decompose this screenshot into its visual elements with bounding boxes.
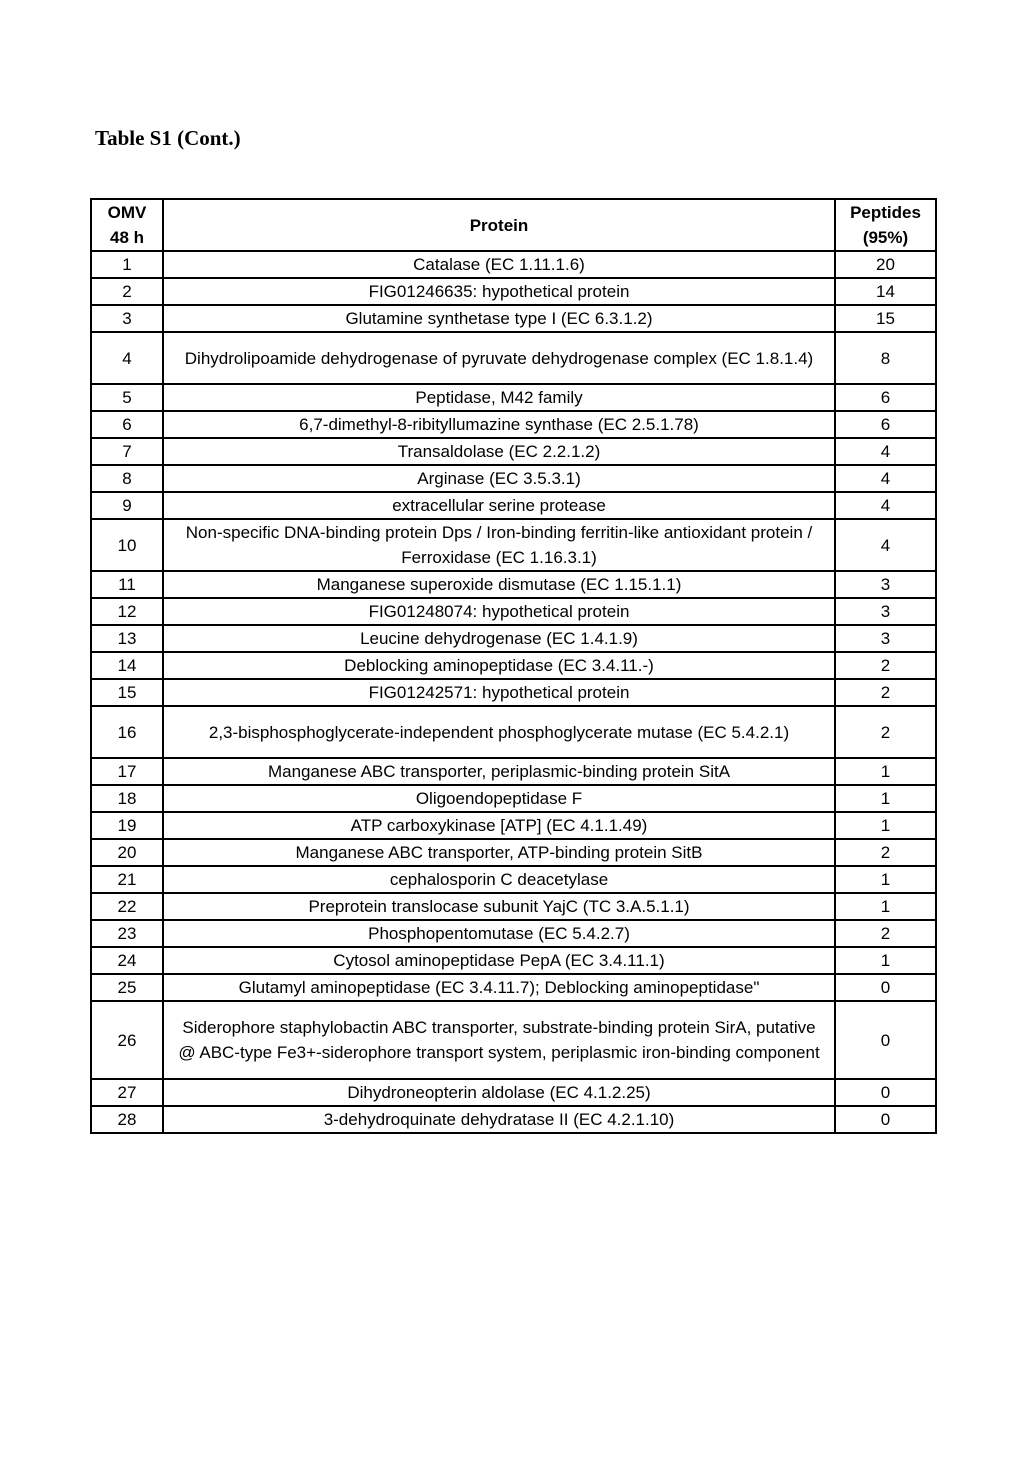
table-row [91,947,936,974]
protein-name: Transaldolase (EC 2.2.1.2) [163,438,835,465]
protein-name: Dihydrolipoamide dehydrogenase of pyruvate dehydrogenase complex (EC 1.8.1.4) [163,332,835,384]
row-number: 28 [91,1106,163,1133]
row-number: 11 [91,571,163,598]
table-row [91,839,936,866]
row-number: 6 [91,411,163,438]
protein-name: Oligoendopeptidase F [163,785,835,812]
table-row [91,866,936,893]
peptide-count: 1 [835,947,936,974]
protein-name: ATP carboxykinase [ATP] (EC 4.1.1.49) [163,812,835,839]
table-row [91,278,936,305]
header-peptides [835,199,936,251]
peptide-count: 1 [835,866,936,893]
row-number: 25 [91,974,163,1001]
row-number: 20 [91,839,163,866]
header-peptides-line1: Peptides [850,203,921,222]
header-omv-line2: 48 h [109,228,145,247]
row-number: 19 [91,812,163,839]
table-row [91,492,936,519]
peptide-count: 2 [835,920,936,947]
row-number: 13 [91,625,163,652]
table-row [91,571,936,598]
peptide-count: 1 [835,812,936,839]
table-row [91,251,936,278]
peptide-count: 1 [835,758,936,785]
protein-name: Dihydroneopterin aldolase (EC 4.1.2.25) [163,1079,835,1106]
protein-name: Glutamyl aminopeptidase (EC 3.4.11.7); Deblocking aminopeptidase" [163,974,835,1001]
protein-name: Peptidase, M42 family [163,384,835,411]
peptide-count: 3 [835,625,936,652]
peptide-count: 0 [835,1079,936,1106]
row-number: 14 [91,652,163,679]
peptide-count: 15 [835,305,936,332]
peptide-count: 3 [835,571,936,598]
row-number: 17 [91,758,163,785]
header-omv-line1: OMV [107,203,147,222]
protein-name: Manganese ABC transporter, periplasmic-binding protein SitA [163,758,835,785]
peptide-count: 14 [835,278,936,305]
table-row [91,1106,936,1133]
protein-name: Preprotein translocase subunit YajC (TC 3.A.5.1.1) [163,893,835,920]
row-number: 18 [91,785,163,812]
table-row [91,598,936,625]
protein-name: Cytosol aminopeptidase PepA (EC 3.4.11.1) [163,947,835,974]
table-row [91,785,936,812]
row-number: 21 [91,866,163,893]
peptide-count: 1 [835,785,936,812]
peptide-count: 2 [835,706,936,758]
table-row [91,652,936,679]
table-row [91,758,936,785]
peptide-count: 0 [835,974,936,1001]
protein-name: Manganese superoxide dismutase (EC 1.15.1.1) [163,571,835,598]
table-row [91,679,936,706]
peptide-count: 8 [835,332,936,384]
row-number: 26 [91,1001,163,1079]
protein-name: Manganese ABC transporter, ATP-binding protein SitB [163,839,835,866]
protein-name: Leucine dehydrogenase (EC 1.4.1.9) [163,625,835,652]
peptide-count: 6 [835,411,936,438]
peptide-count: 0 [835,1106,936,1133]
protein-name: extracellular serine protease [163,492,835,519]
row-number: 9 [91,492,163,519]
protein-table [90,198,937,1134]
protein-name: 6,7-dimethyl-8-ribityllumazine synthase (EC 2.5.1.78) [163,411,835,438]
table-row [91,411,936,438]
row-number: 22 [91,893,163,920]
row-number: 15 [91,679,163,706]
peptide-count: 6 [835,384,936,411]
header-omv [91,199,163,251]
peptide-count: 20 [835,251,936,278]
protein-name: FIG01242571: hypothetical protein [163,679,835,706]
peptide-count: 4 [835,492,936,519]
peptide-count: 2 [835,679,936,706]
peptide-count: 4 [835,465,936,492]
protein-name: cephalosporin C deacetylase [163,866,835,893]
row-number: 23 [91,920,163,947]
row-number: 8 [91,465,163,492]
table-row [91,438,936,465]
peptide-count: 4 [835,438,936,465]
header-peptides-line2: (95%) [862,228,909,247]
peptide-count: 4 [835,519,936,571]
table-row [91,625,936,652]
row-number: 27 [91,1079,163,1106]
table-title: Table S1 (Cont.) [95,126,241,150]
protein-name: Non-specific DNA-binding protein Dps / Iron-binding ferritin-like antioxidant protein / Ferroxidase (EC 1.16.3.1) [163,519,835,571]
table-row [91,974,936,1001]
row-number: 5 [91,384,163,411]
peptide-count: 1 [835,893,936,920]
protein-name: 2,3-bisphosphoglycerate-independent phosphoglycerate mutase (EC 5.4.2.1) [163,706,835,758]
row-number: 24 [91,947,163,974]
protein-name: Siderophore staphylobactin ABC transporter, substrate-binding protein SirA, putative @ ABC-type Fe3+-siderophore transport system, periplasmic iron-binding component [163,1001,835,1079]
table-row [91,519,936,571]
table-row [91,706,936,758]
protein-name: FIG01246635: hypothetical protein [163,278,835,305]
table-row [91,1001,936,1079]
peptide-count: 2 [835,652,936,679]
row-number: 16 [91,706,163,758]
table-row [91,920,936,947]
peptide-count: 2 [835,839,936,866]
row-number: 2 [91,278,163,305]
row-number: 3 [91,305,163,332]
peptide-count: 3 [835,598,936,625]
table-row [91,465,936,492]
peptide-count: 0 [835,1001,936,1079]
protein-name: FIG01248074: hypothetical protein [163,598,835,625]
row-number: 7 [91,438,163,465]
protein-name: Catalase (EC 1.11.1.6) [163,251,835,278]
header-row [91,199,936,251]
table-row [91,332,936,384]
protein-name: 3-dehydroquinate dehydratase II (EC 4.2.1.10) [163,1106,835,1133]
protein-name: Glutamine synthetase type I (EC 6.3.1.2) [163,305,835,332]
protein-name: Arginase (EC 3.5.3.1) [163,465,835,492]
protein-name: Phosphopentomutase (EC 5.4.2.7) [163,920,835,947]
row-number: 12 [91,598,163,625]
table-row [91,812,936,839]
table-row [91,384,936,411]
table-body [91,251,936,1133]
row-number: 1 [91,251,163,278]
row-number: 10 [91,519,163,571]
table-row [91,305,936,332]
table-row [91,1079,936,1106]
header-protein: Protein [163,199,835,251]
table-row [91,893,936,920]
row-number: 4 [91,332,163,384]
protein-name: Deblocking aminopeptidase (EC 3.4.11.-) [163,652,835,679]
